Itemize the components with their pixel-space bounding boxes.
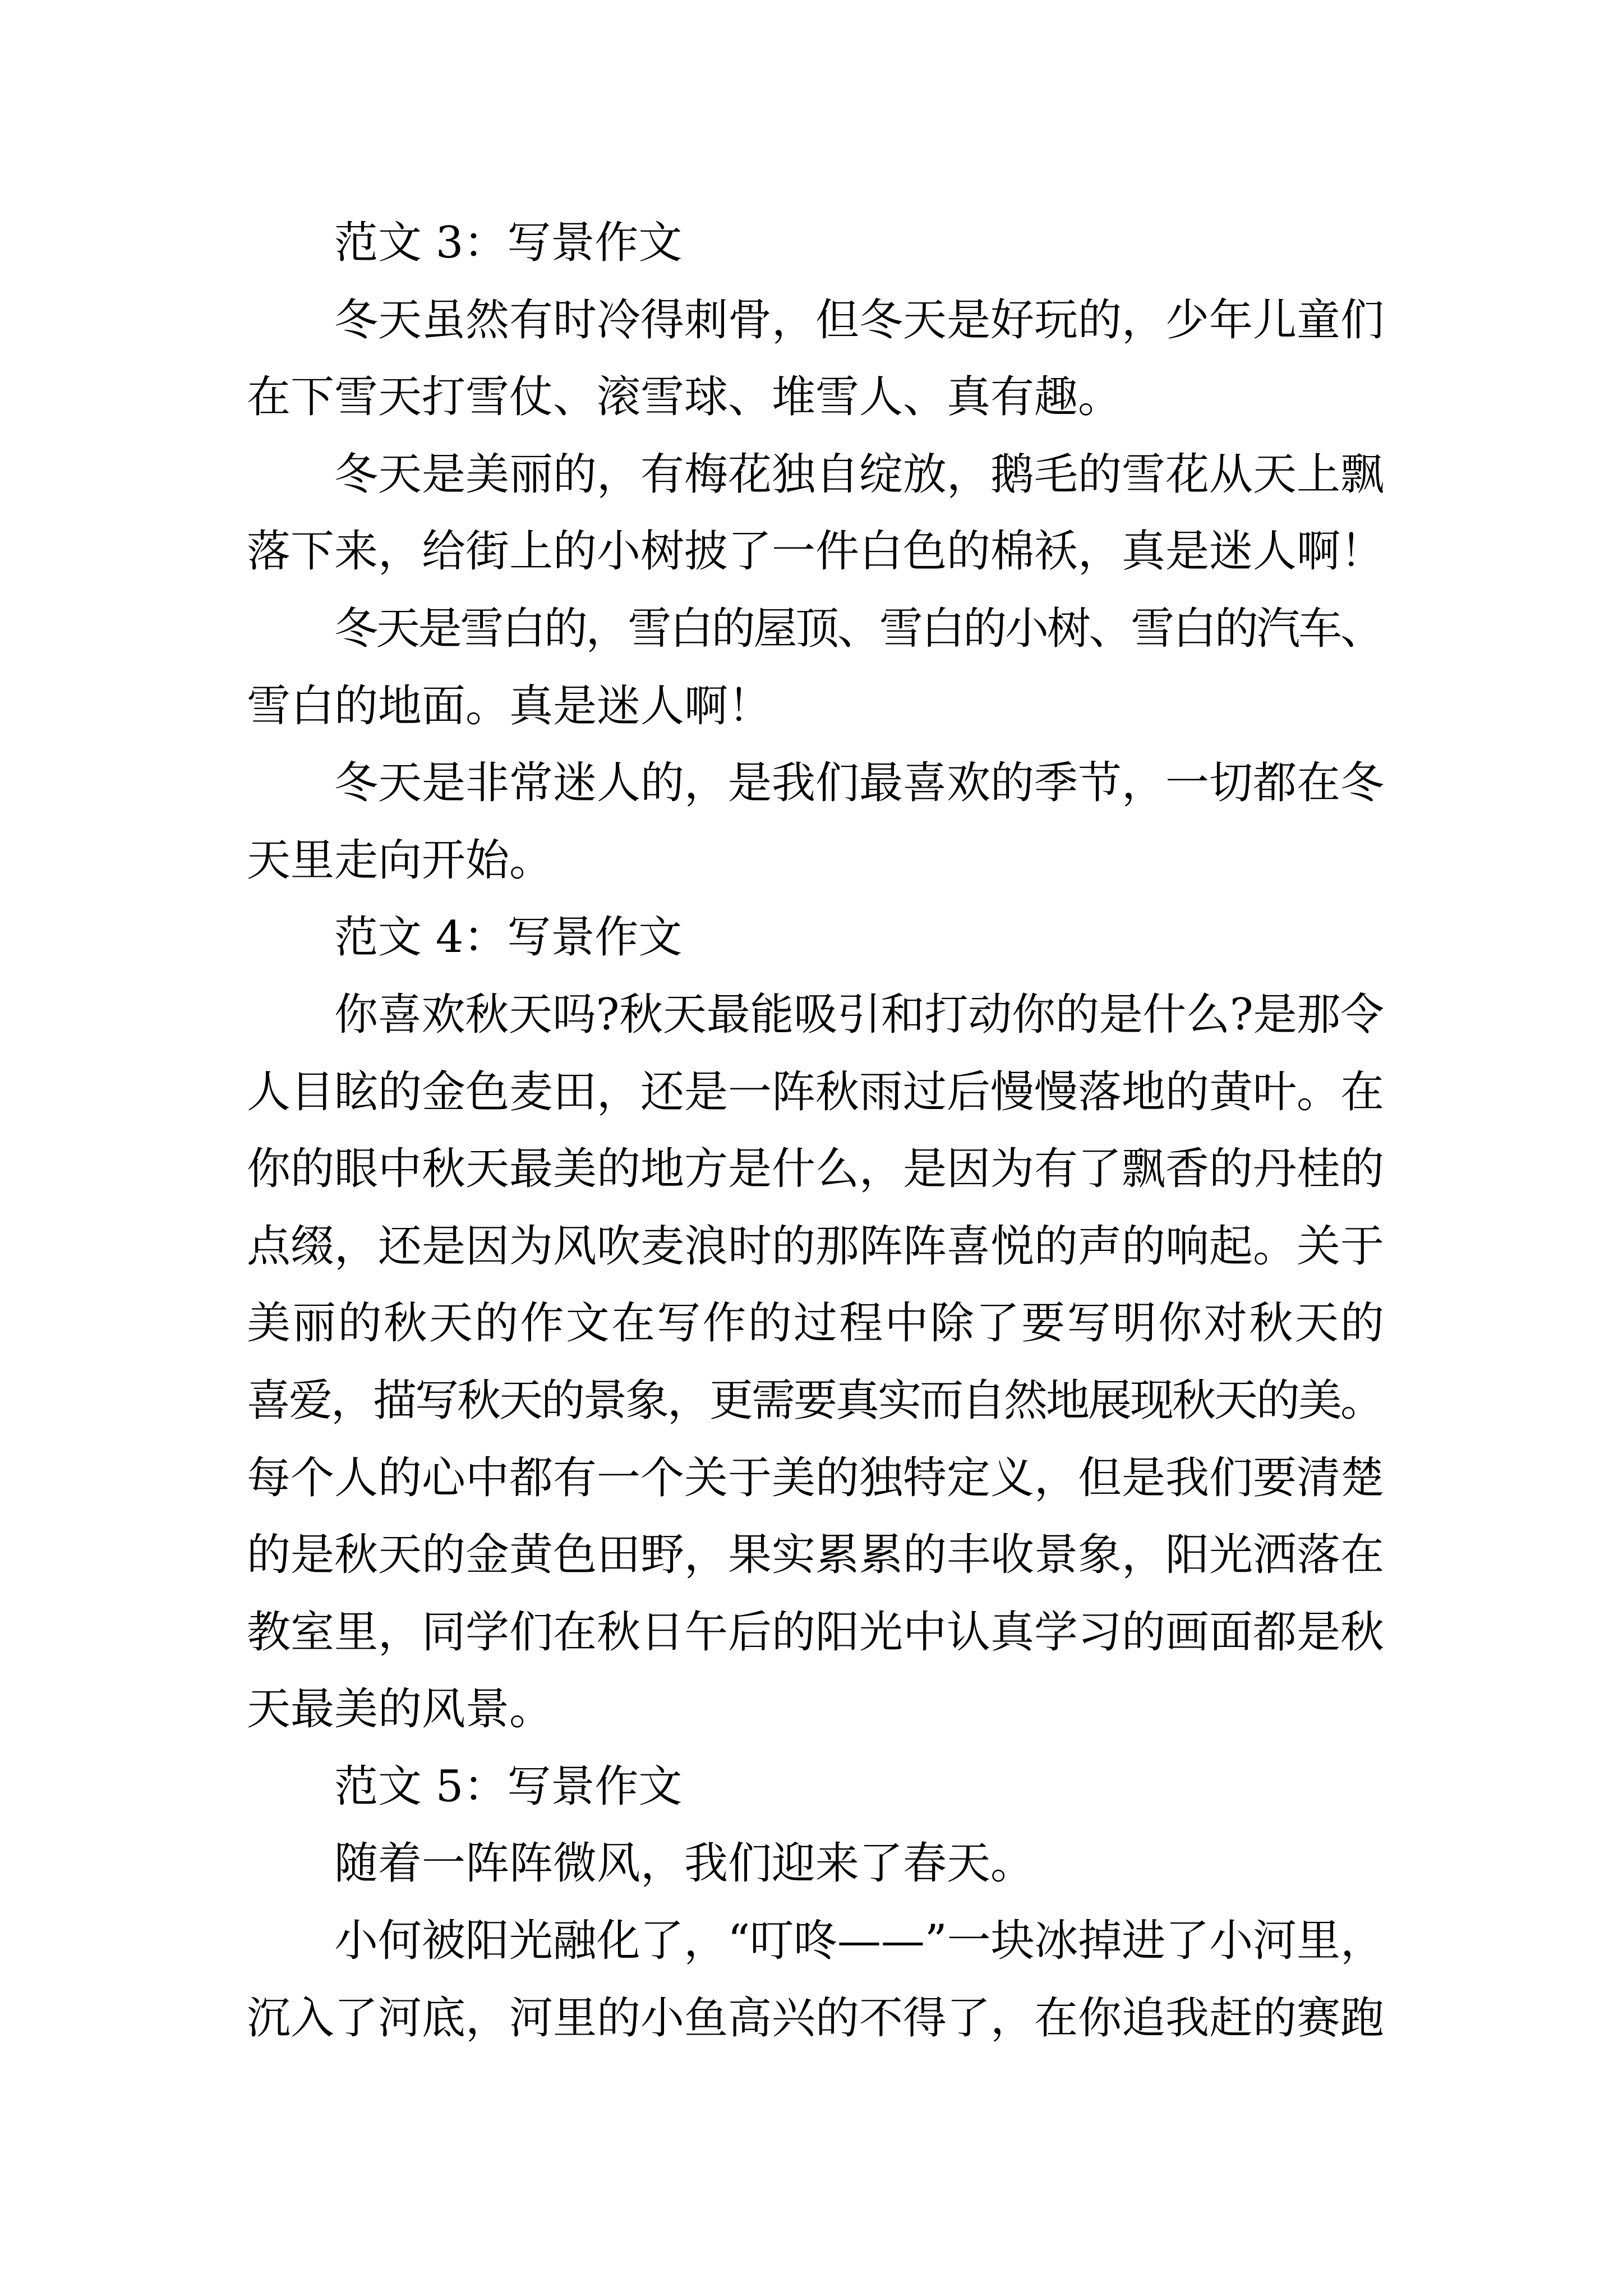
line-text: 冬天是美丽的，有梅花独自绽放，鹅毛的雪花从天上飘 (334, 449, 1384, 500)
line-text: 冬天是雪白的，雪白的屋顶、雪白的小树、雪白的汽车、 (334, 603, 1382, 654)
text-line (247, 1980, 1384, 2058)
section-heading-text: 范文 4：写景作文 (334, 912, 683, 963)
text-line (247, 1208, 1384, 1286)
line-text: 天最美的风景。 (247, 1684, 554, 1735)
text-line (247, 977, 1384, 1054)
text-line (247, 1440, 1384, 1517)
text-line (247, 591, 1384, 668)
line-text: 小何被阳光融化了，“叮咚——”一块冰掉进了小河里， (334, 1916, 1384, 1967)
text-line (247, 1054, 1384, 1131)
line-text: 的是秋天的金黄色田野，果实累累的丰收景象，阳光洒落在 (247, 1530, 1384, 1581)
text-line (247, 1594, 1384, 1672)
text-line (247, 745, 1384, 822)
text-line (247, 436, 1384, 514)
line-text: 你喜欢秋天吗?秋天最能吸引和打动你的是什么?是那令 (334, 989, 1384, 1040)
text-line (247, 513, 1384, 591)
paragraph (247, 436, 1384, 591)
text-line (247, 668, 1384, 746)
section-heading (247, 205, 1384, 282)
text-line (247, 1285, 1384, 1363)
line-text: 冬天是非常迷人的，是我们最喜欢的季节，一切都在冬 (334, 758, 1384, 809)
line-text: 喜爱，描写秋天的景象，更需要真实而自然地展现秋天的美。 (247, 1375, 1382, 1426)
line-text: 冬天虽然有时冷得刺骨，但冬天是好玩的，少年儿童们 (334, 295, 1384, 346)
essay-section (247, 899, 1384, 1749)
text-line (247, 359, 1384, 436)
line-text: 你的眼中秋天最美的地方是什么，是因为有了飘香的丹桂的 (247, 1144, 1384, 1195)
line-text: 在下雪天打雪仗、滚雪球、堆雪人、真有趣。 (247, 372, 1122, 423)
text-line (247, 1517, 1384, 1594)
paragraph (247, 745, 1384, 899)
section-heading-text: 范文 3：写景作文 (334, 218, 683, 268)
essay-section (247, 205, 1384, 899)
text-line (247, 822, 1384, 900)
line-text: 落下来，给街上的小树披了一件白色的棉袄，真是迷人啊！ (247, 526, 1384, 577)
text-line (247, 1363, 1384, 1440)
essay-section (247, 1749, 1384, 2057)
line-text: 美丽的秋天的作文在写作的过程中除了要写明你对秋天的 (247, 1298, 1386, 1349)
section-heading-text: 范文 5：写景作文 (334, 1761, 683, 1812)
section-heading (247, 1749, 1384, 1826)
line-text: 雪白的地面。真是迷人啊！ (247, 680, 772, 731)
line-text: 人目眩的金色麦田，还是一阵秋雨过后慢慢落地的黄叶。在 (247, 1066, 1384, 1117)
text-line (247, 1671, 1384, 1749)
line-text: 每个人的心中都有一个关于美的独特定义，但是我们要清楚 (247, 1452, 1384, 1503)
section-heading (247, 899, 1384, 977)
paragraph (247, 1903, 1384, 2057)
paragraph (247, 977, 1384, 1749)
text-line (247, 1825, 1384, 1903)
paragraph (247, 282, 1384, 436)
line-text: 沉入了河底，河里的小鱼高兴的不得了，在你追我赶的赛跑 (247, 1993, 1384, 2044)
paragraph (247, 591, 1384, 745)
line-text: 点缀，还是因为风吹麦浪时的那阵阵喜悦的声的响起。关于 (247, 1221, 1384, 1272)
line-text: 天里走向开始。 (247, 835, 554, 886)
line-text: 教室里，同学们在秋日午后的阳光中认真学习的画面都是秋 (247, 1607, 1384, 1658)
paragraph (247, 1825, 1384, 1903)
text-line (247, 1903, 1384, 1980)
line-text: 随着一阵阵微风，我们迎来了春天。 (334, 1838, 1035, 1889)
text-line (247, 282, 1384, 360)
text-line (247, 1131, 1384, 1208)
document-body (247, 205, 1384, 2057)
